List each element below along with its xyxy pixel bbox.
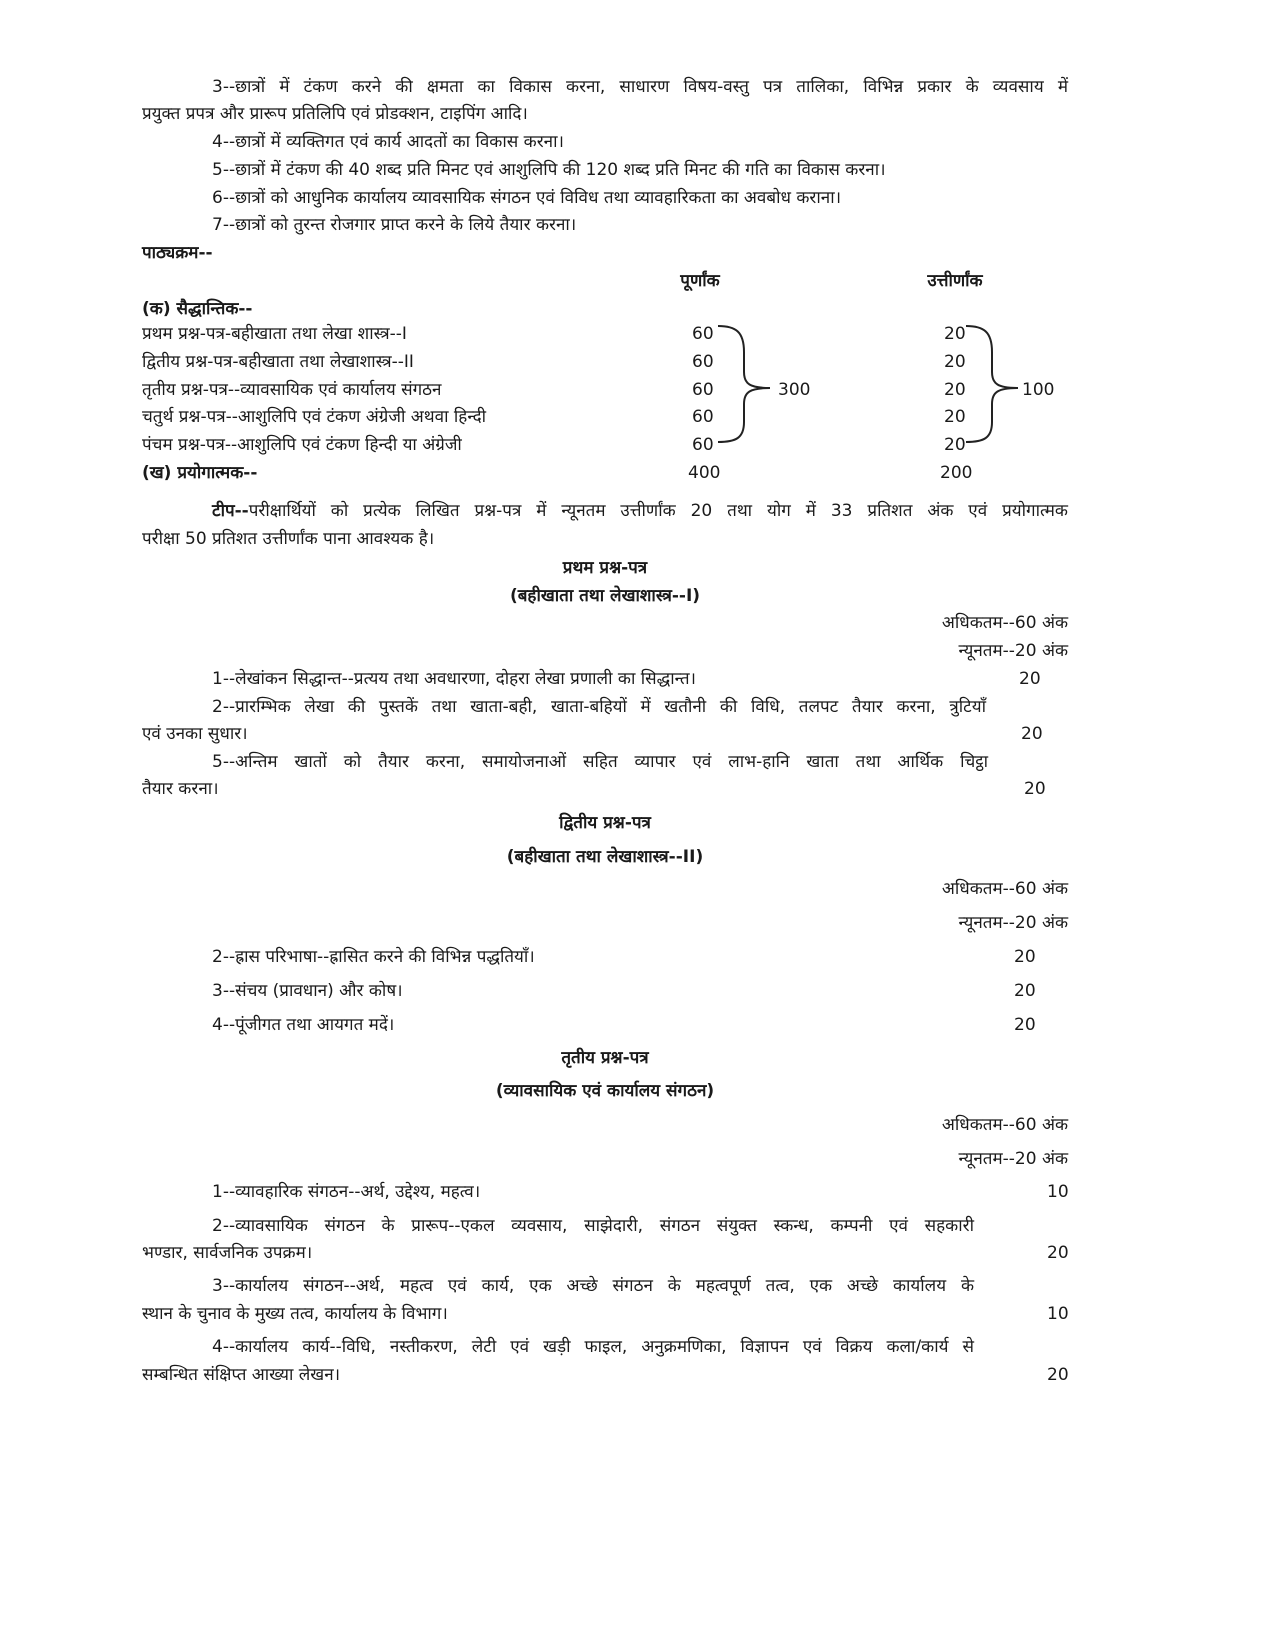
paper2-min-marks: न्यूनतम--20 अंक bbox=[958, 913, 1068, 933]
paper-row-4-pass: 20 bbox=[944, 407, 966, 427]
col-pass-marks: उत्तीर्णांक bbox=[927, 271, 983, 291]
objective-3-line2: प्रयुक्त प्रपत्र और प्रारूप प्रतिलिपि एवं प्रोडक्शन, टाइपिंग आदि। bbox=[142, 104, 528, 124]
paper2-item-3: 4--पूंजीगत तथा आयगत मदें। bbox=[212, 1015, 395, 1035]
paper2-item-2-marks: 20 bbox=[1014, 981, 1036, 1001]
paper2-title: द्वितीय प्रश्न-पत्र bbox=[559, 813, 651, 833]
paper3-item-3-line2: स्थान के चुनाव के मुख्य तत्व, कार्यालय के विभाग। bbox=[142, 1304, 448, 1324]
paper-row-5-full: 60 bbox=[692, 435, 714, 455]
paper2-item-1-marks: 20 bbox=[1014, 947, 1036, 967]
paper2-item-3-marks: 20 bbox=[1014, 1015, 1036, 1035]
paper3-item-2-line2: भण्डार, सार्वजनिक उपक्रम। bbox=[142, 1243, 313, 1263]
note-label: टीप-- bbox=[212, 501, 249, 521]
paper1-item-3-line2: तैयार करना। bbox=[142, 779, 219, 799]
paper1-item-1-marks: 20 bbox=[1019, 669, 1041, 689]
paper3-max-marks: अधिकतम--60 अंक bbox=[941, 1115, 1068, 1135]
objective-7: 7--छात्रों को तुरन्त रोजगार प्राप्त करने के लिये तैयार करना। bbox=[212, 215, 577, 235]
pass-marks-brace bbox=[966, 322, 1026, 446]
paper3-item-3-line1: 3--कार्यालय संगठन--अर्थ, महत्व एवं कार्य, एक अच्छे संगठन के महत्वपूर्ण तत्व, एक अच्छे कार्यालय के bbox=[212, 1276, 974, 1296]
paper3-item-4-line1: 4--कार्यालय कार्य--विधि, नस्तीकरण, लेटी एवं खड़ी फाइल, अनुक्रमणिका, विज्ञापन एवं विक्रय कला/कार्य से bbox=[212, 1337, 974, 1357]
paper-row-5-pass: 20 bbox=[944, 435, 966, 455]
note-line1 bbox=[212, 500, 1068, 522]
practical-pass: 200 bbox=[940, 463, 973, 483]
paper1-item-1: 1--लेखांकन सिद्धान्त--प्रत्यय तथा अवधारणा, दोहरा लेखा प्रणाली का सिद्धान्त। bbox=[212, 669, 696, 689]
paper1-item-3-line1: 5--अन्तिम खातों को तैयार करना, समायोजनाओं सहित व्यापार एवं लाभ-हानि खाता तथा आर्थिक चिट्ठा bbox=[212, 752, 988, 772]
paper-row-3-pass: 20 bbox=[944, 380, 966, 400]
paper3-item-2-line1: 2--व्यावसायिक संगठन के प्रारूप--एकल व्यवसाय, साझेदारी, संगठन संयुक्त स्कन्ध, कम्पनी एवं सहकारी bbox=[212, 1216, 974, 1236]
paper-row-2-pass: 20 bbox=[944, 352, 966, 372]
paper-row-1-name: प्रथम प्रश्न-पत्र-बहीखाता तथा लेखा शास्त्र--I bbox=[142, 324, 407, 344]
col-full-marks: पूर्णांक bbox=[680, 271, 720, 291]
paper1-item-2-line2: एवं उनका सुधार। bbox=[142, 724, 248, 744]
full-marks-total: 300 bbox=[778, 380, 811, 400]
paper-row-5-name: पंचम प्रश्न-पत्र--आशुलिपि एवं टंकण हिन्दी या अंग्रेजी bbox=[142, 435, 462, 455]
paper1-max-marks: अधिकतम--60 अंक bbox=[941, 613, 1068, 633]
paper1-title: प्रथम प्रश्न-पत्र bbox=[562, 558, 648, 578]
paper2-item-1: 2--ह्रास परिभाषा--ह्रासित करने की विभिन्न पद्धतियाँ। bbox=[212, 947, 535, 967]
paper3-title: तृतीय प्रश्न-पत्र bbox=[561, 1048, 649, 1068]
paper3-item-1-marks: 10 bbox=[1047, 1182, 1069, 1202]
paper2-max-marks: अधिकतम--60 अंक bbox=[941, 879, 1068, 899]
full-marks-brace bbox=[718, 322, 778, 446]
paper-row-2-name: द्वितीय प्रश्न-पत्र-बहीखाता तथा लेखाशास्त्र--II bbox=[142, 352, 414, 372]
paper2-subtitle: (बहीखाता तथा लेखाशास्त्र--II) bbox=[506, 847, 704, 867]
paper-row-4-full: 60 bbox=[692, 407, 714, 427]
syllabus-heading: पाठ्यक्रम-- bbox=[142, 243, 213, 263]
paper-row-4-name: चतुर्थ प्रश्न-पत्र--आशुलिपि एवं टंकण अंग्रेजी अथवा हिन्दी bbox=[142, 407, 487, 427]
objective-5: 5--छात्रों में टंकण की 40 शब्द प्रति मिनट एवं आशुलिपि की 120 शब्द प्रति मिनट की गति का विकास करना। bbox=[212, 160, 886, 180]
paper3-item-4-marks: 20 bbox=[1047, 1365, 1069, 1385]
note-line2: परीक्षा 50 प्रतिशत उत्तीर्णांक पाना आवश्यक है। bbox=[142, 529, 435, 549]
pass-marks-total: 100 bbox=[1022, 380, 1055, 400]
paper-row-1-pass: 20 bbox=[944, 324, 966, 344]
paper3-subtitle: (व्यावसायिक एवं कार्यालय संगठन) bbox=[495, 1081, 715, 1101]
practical-heading: (ख) प्रयोगात्मक-- bbox=[142, 463, 258, 483]
objective-3-line1: 3--छात्रों में टंकण करने की क्षमता का विकास करना, साधारण विषय-वस्तु पत्र तालिका, विभिन्न प्रकार के व्यवसाय में bbox=[212, 77, 1068, 97]
paper-row-2-full: 60 bbox=[692, 352, 714, 372]
note-text: परीक्षार्थियों को प्रत्येक लिखित प्रश्न-पत्र में न्यूनतम उत्तीर्णांक 20 तथा योग में 33 प्रतिशत अंक एवं प्रयोगात्मक bbox=[248, 501, 1068, 521]
paper-row-3-name: तृतीय प्रश्न-पत्र--व्यावसायिक एवं कार्यालय संगठन bbox=[142, 380, 442, 400]
paper3-item-4-line2: सम्बन्धित संक्षिप्त आख्या लेखन। bbox=[142, 1365, 341, 1385]
paper3-item-1: 1--व्यावहारिक संगठन--अर्थ, उद्देश्य, महत्व। bbox=[212, 1182, 481, 1202]
objective-4: 4--छात्रों में व्यक्तिगत एवं कार्य आदतों का विकास करना। bbox=[212, 132, 564, 152]
paper-row-3-full: 60 bbox=[692, 380, 714, 400]
practical-full: 400 bbox=[688, 463, 721, 483]
paper1-item-2-marks: 20 bbox=[1021, 724, 1043, 744]
paper3-min-marks: न्यूनतम--20 अंक bbox=[958, 1149, 1068, 1169]
objective-6: 6--छात्रों को आधुनिक कार्यालय व्यावसायिक संगठन एवं विविध तथा व्यावहारिकता का अवबोध कराना। bbox=[212, 188, 842, 208]
paper2-item-2: 3--संचय (प्रावधान) और कोष। bbox=[212, 981, 403, 1001]
paper1-subtitle: (बहीखाता तथा लेखाशास्त्र--I) bbox=[509, 586, 701, 606]
paper1-min-marks: न्यूनतम--20 अंक bbox=[958, 641, 1068, 661]
paper1-item-3-marks: 20 bbox=[1024, 779, 1046, 799]
theory-heading: (क) सैद्धान्तिक-- bbox=[142, 299, 253, 319]
paper-row-1-full: 60 bbox=[692, 324, 714, 344]
paper1-item-2-line1: 2--प्रारम्भिक लेखा की पुस्तकें तथा खाता-बही, खाता-बहियों में खतौनी की विधि, तलपट तैयार करना, त्रुटियाँ bbox=[212, 697, 986, 717]
paper3-item-2-marks: 20 bbox=[1047, 1243, 1069, 1263]
paper3-item-3-marks: 10 bbox=[1047, 1304, 1069, 1324]
